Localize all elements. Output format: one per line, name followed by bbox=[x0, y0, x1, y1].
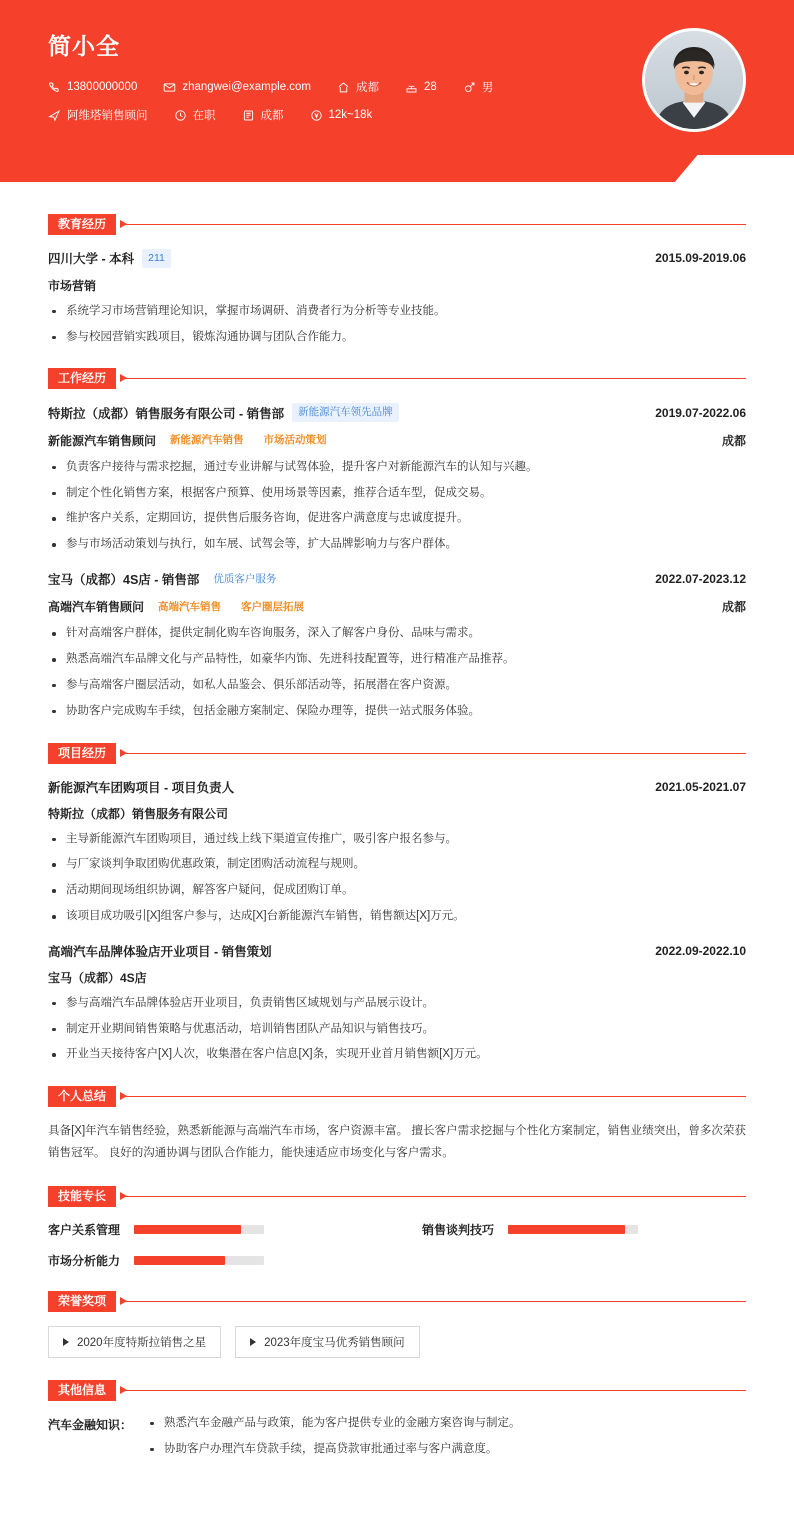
education-date: 2015.09-2019.06 bbox=[655, 251, 746, 266]
section-rule bbox=[120, 378, 746, 379]
work-tag: 新能源汽车销售 bbox=[170, 434, 244, 446]
work-bullets bbox=[48, 459, 746, 554]
list-item: 熟悉高端汽车品牌文化与产品特性，如豪华内饰、先进科技配置等，进行精准产品推荐。 bbox=[48, 651, 746, 669]
mail-icon bbox=[163, 81, 176, 94]
skills-grid bbox=[48, 1221, 746, 1269]
project-org: 特斯拉（成都）销售服务有限公司 bbox=[48, 806, 229, 821]
section-projects bbox=[48, 743, 746, 1065]
meta-hometown-text: 成都 bbox=[356, 82, 380, 94]
section-title-skills: 技能专长 bbox=[48, 1186, 116, 1207]
skill-label: 客户关系管理 bbox=[48, 1222, 121, 1237]
gender-icon bbox=[463, 81, 476, 94]
education-bullets bbox=[48, 303, 746, 347]
work-entry-left bbox=[48, 403, 399, 422]
work-place: 成都 bbox=[721, 433, 746, 448]
work-position: 高端汽车销售顾问 bbox=[48, 600, 145, 615]
section-rule bbox=[120, 753, 746, 754]
work-date: 2019.07-2022.06 bbox=[655, 405, 746, 420]
meta-phone-text: 13800000000 bbox=[67, 81, 138, 93]
cake-icon bbox=[405, 81, 418, 94]
section-title-work: 工作经历 bbox=[48, 368, 116, 389]
list-item: 协助客户完成购车手续，包括金融方案制定、保险办理等，提供一站式服务体验。 bbox=[48, 703, 746, 721]
section-title-honors: 荣誉奖项 bbox=[48, 1291, 116, 1312]
section-title-education: 教育经历 bbox=[48, 214, 116, 235]
meta-salary-text: 12k~18k bbox=[328, 109, 373, 121]
section-skills bbox=[48, 1186, 746, 1269]
honor-label: 2020年度特斯拉销售之星 bbox=[77, 1336, 207, 1349]
skill-item bbox=[422, 1221, 746, 1238]
work-entry-row bbox=[48, 570, 746, 589]
meta-age bbox=[405, 81, 437, 94]
section-header-honors bbox=[48, 1291, 746, 1312]
list-item: 针对高端客户群体，提供定制化购车咨询服务，深入了解客户身份、品味与需求。 bbox=[48, 625, 746, 643]
play-triangle-icon bbox=[63, 1338, 69, 1346]
section-title-summary: 个人总结 bbox=[48, 1086, 116, 1107]
project-bullets bbox=[48, 831, 746, 926]
salary-icon bbox=[310, 109, 323, 122]
page-title: 简小全 bbox=[48, 33, 120, 59]
work-position-left bbox=[48, 431, 333, 450]
skill-item bbox=[48, 1252, 372, 1269]
work-chip: 新能源汽车领先品牌 bbox=[292, 403, 399, 422]
work-position-row bbox=[48, 431, 746, 450]
skill-item bbox=[48, 1221, 372, 1238]
project-name: 高端汽车品牌体验店开业项目 - 销售策划 bbox=[48, 944, 272, 959]
meta-email-text: zhangwei@example.com bbox=[182, 81, 312, 93]
list-item: 参与高端客户圈层活动，如私人品鉴会、俱乐部活动等，拓展潜在客户资源。 bbox=[48, 677, 746, 695]
project-name: 新能源汽车团购项目 - 项目负责人 bbox=[48, 780, 235, 795]
section-header-education bbox=[48, 214, 746, 235]
skill-bar bbox=[508, 1225, 638, 1234]
meta-hometown bbox=[337, 79, 379, 95]
list-item: 活动期间现场组织协调，解答客户疑问，促成团购订单。 bbox=[48, 882, 746, 900]
section-header-work bbox=[48, 368, 746, 389]
project-org: 宝马（成都）4S店 bbox=[48, 970, 147, 985]
work-company: 特斯拉（成都）销售服务有限公司 - 销售部 bbox=[48, 406, 285, 421]
meta-status-text: 在职 bbox=[192, 110, 216, 122]
section-title-other: 其他信息 bbox=[48, 1380, 116, 1401]
section-rule bbox=[120, 1196, 746, 1197]
honor-item[interactable] bbox=[48, 1326, 221, 1358]
section-education bbox=[48, 214, 746, 346]
project-entry bbox=[48, 942, 746, 1064]
section-other bbox=[48, 1380, 746, 1467]
list-item: 该项目成功吸引[X]组客户参与，达成[X]台新能源汽车销售，销售额达[X]万元。 bbox=[48, 908, 746, 926]
list-item: 参与高端汽车品牌体验店开业项目，负责销售区域规划与产品展示设计。 bbox=[48, 995, 746, 1013]
play-triangle-icon bbox=[250, 1338, 256, 1346]
section-header-skills bbox=[48, 1186, 746, 1207]
work-tag: 高端汽车销售 bbox=[158, 600, 222, 613]
list-item: 维护客户关系，定期回访，提供售后服务咨询，促进客户满意度与忠诚度提升。 bbox=[48, 510, 746, 528]
other-info-row bbox=[48, 1415, 746, 1467]
list-item: 制定开业期间销售策略与优惠活动，培训销售团队产品知识与销售技巧。 bbox=[48, 1021, 746, 1039]
work-chip: 优质客户服务 bbox=[213, 572, 277, 585]
project-entry-row bbox=[48, 778, 746, 796]
summary-text: 具备[X]年汽车销售经验，熟悉新能源与高端汽车市场，客户资源丰富。 擅长客户需求挖掘与个性化方案制定，销售业绩突出，曾多次荣获销售冠军。 良好的沟通协调与团队合作能力，能快速适应市场变化与客户需求。 bbox=[48, 1125, 746, 1159]
status-icon bbox=[174, 109, 187, 122]
skill-bar bbox=[134, 1256, 264, 1265]
list-item: 系统学习市场营销理论知识，掌握市场调研、消费者行为分析等专业技能。 bbox=[48, 303, 746, 321]
meta-target-job-text: 阿维塔销售顾问 bbox=[67, 110, 148, 122]
honors-list bbox=[48, 1326, 746, 1358]
project-org-row bbox=[48, 969, 746, 986]
phone-icon bbox=[48, 81, 61, 94]
avatar bbox=[642, 28, 746, 132]
meta-location bbox=[242, 107, 284, 123]
section-header-summary bbox=[48, 1086, 746, 1107]
other-info-label: 汽车金融知识： bbox=[48, 1417, 133, 1432]
work-entry-left bbox=[48, 570, 282, 589]
work-tag: 市场活动策划 bbox=[263, 434, 327, 446]
meta-target-job bbox=[48, 107, 148, 123]
section-rule bbox=[120, 224, 746, 225]
education-school: 四川大学 - 本科 bbox=[48, 252, 135, 267]
work-entry bbox=[48, 403, 746, 554]
education-entry bbox=[48, 249, 746, 346]
meta-gender-text: 男 bbox=[481, 82, 494, 94]
work-tag: 客户圈层拓展 bbox=[241, 600, 305, 613]
resume-body bbox=[0, 182, 794, 1496]
skill-bar-fill bbox=[134, 1256, 225, 1265]
work-entry bbox=[48, 570, 746, 721]
project-entry-row bbox=[48, 942, 746, 960]
section-rule bbox=[120, 1301, 746, 1302]
list-item: 熟悉汽车金融产品与政策，能为客户提供专业的金融方案咨询与制定。 bbox=[146, 1415, 746, 1433]
project-entry bbox=[48, 778, 746, 926]
list-item: 负责客户接待与需求挖掘，通过专业讲解与试驾体验，提升客户对新能源汽车的认知与兴趣。 bbox=[48, 459, 746, 477]
location-icon bbox=[242, 109, 255, 122]
list-item: 主导新能源汽车团购项目，通过线上线下渠道宣传推广，吸引客户报名参与。 bbox=[48, 831, 746, 849]
target-icon bbox=[48, 109, 61, 122]
other-info-list bbox=[146, 1415, 746, 1467]
meta-location-text: 成都 bbox=[260, 110, 284, 122]
meta-phone bbox=[48, 81, 137, 94]
honor-item[interactable] bbox=[235, 1326, 420, 1358]
list-item: 协助客户办理汽车贷款手续，提高贷款审批通过率与客户满意度。 bbox=[146, 1441, 746, 1459]
meta-salary bbox=[310, 109, 373, 122]
project-bullets bbox=[48, 995, 746, 1064]
skill-bar-fill bbox=[134, 1225, 241, 1234]
header-corner-decoration bbox=[674, 155, 794, 182]
education-entry-left bbox=[48, 249, 171, 268]
work-entry-row bbox=[48, 403, 746, 422]
list-item: 与厂家谈判争取团购优惠政策，制定团购活动流程与规则。 bbox=[48, 856, 746, 874]
honor-label: 2023年度宝马优秀销售顾问 bbox=[264, 1336, 405, 1349]
skill-label: 销售谈判技巧 bbox=[422, 1222, 495, 1237]
work-place: 成都 bbox=[721, 600, 746, 615]
skill-label: 市场分析能力 bbox=[48, 1253, 121, 1268]
project-date: 2021.05-2021.07 bbox=[655, 779, 746, 794]
work-date: 2022.07-2023.12 bbox=[655, 572, 746, 587]
meta-age-text: 28 bbox=[424, 81, 437, 93]
list-item: 开业当天接待客户[X]人次，收集潜在客户信息[X]条，实现开业首月销售额[X]万元。 bbox=[48, 1046, 746, 1064]
work-position-row bbox=[48, 598, 746, 617]
section-work bbox=[48, 368, 746, 720]
work-company: 宝马（成都）4S店 - 销售部 bbox=[48, 573, 200, 588]
section-rule bbox=[120, 1390, 746, 1391]
section-header-other bbox=[48, 1380, 746, 1401]
education-chip: 211 bbox=[142, 249, 171, 268]
education-major: 市场营销 bbox=[48, 278, 97, 293]
work-position: 新能源汽车销售顾问 bbox=[48, 433, 157, 448]
section-honors bbox=[48, 1291, 746, 1358]
meta-gender bbox=[463, 79, 494, 95]
work-position-left bbox=[48, 598, 310, 617]
section-summary bbox=[48, 1086, 746, 1164]
project-org-row bbox=[48, 805, 746, 822]
project-date: 2022.09-2022.10 bbox=[655, 943, 746, 958]
work-bullets bbox=[48, 625, 746, 720]
skill-bar bbox=[134, 1225, 264, 1234]
section-title-projects: 项目经历 bbox=[48, 743, 116, 764]
resume-header bbox=[0, 0, 794, 182]
other-bullets bbox=[146, 1415, 746, 1459]
section-header-projects bbox=[48, 743, 746, 764]
list-item: 制定个性化销售方案，根据客户预算、使用场景等因素，推荐合适车型，促成交易。 bbox=[48, 485, 746, 503]
section-rule bbox=[120, 1096, 746, 1097]
list-item: 参与市场活动策划与执行，如车展、试驾会等，扩大品牌影响力与客户群体。 bbox=[48, 536, 746, 554]
list-item: 参与校园营销实践项目，锻炼沟通协调与团队合作能力。 bbox=[48, 329, 746, 347]
home-icon bbox=[337, 81, 350, 94]
education-entry-row bbox=[48, 249, 746, 268]
meta-email bbox=[163, 81, 311, 94]
education-major-row bbox=[48, 277, 746, 294]
skill-bar-fill bbox=[508, 1225, 625, 1234]
meta-status bbox=[174, 107, 216, 123]
avatar-photo bbox=[645, 31, 743, 129]
